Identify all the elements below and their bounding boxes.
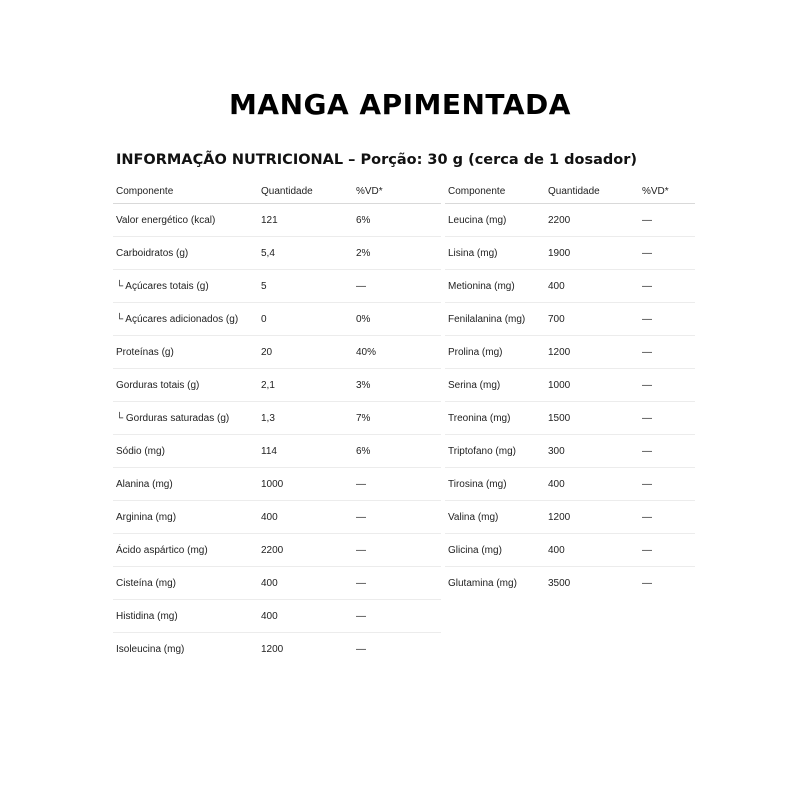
- cell-dv: —: [353, 600, 441, 633]
- cell-dv: —: [639, 303, 695, 336]
- table-row: [113, 633, 441, 666]
- cell-dv: 6%: [353, 204, 441, 237]
- cell-quantity: 1500: [545, 402, 639, 435]
- cell-component: └ Açúcares adicionados (g): [113, 303, 258, 336]
- cell-quantity: 2200: [545, 204, 639, 237]
- cell-component: Proteínas (g): [113, 336, 258, 369]
- cell-quantity: 1200: [545, 336, 639, 369]
- cell-component: Isoleucina (mg): [116, 643, 185, 655]
- cell-quantity: 5: [258, 270, 353, 303]
- cell-component: Triptofano (mg): [445, 435, 545, 468]
- cell-dv: —: [353, 270, 441, 303]
- cell-dv: —: [639, 336, 695, 369]
- cell-dv: 7%: [353, 402, 441, 435]
- table-row: [445, 237, 695, 270]
- table-row: [445, 369, 695, 402]
- cell-quantity: 2,1: [258, 369, 353, 402]
- cell-quantity: 300: [545, 435, 639, 468]
- cell-component: Prolina (mg): [445, 336, 545, 369]
- cell-quantity: 400: [545, 534, 639, 567]
- cell-component: Carboidratos (g): [113, 237, 258, 270]
- cell-component: Histidina (mg): [113, 600, 258, 633]
- table-row: [445, 534, 695, 567]
- cell-dv: 3%: [353, 369, 441, 402]
- cell-quantity: 1000: [545, 369, 639, 402]
- cell-quantity: 700: [545, 303, 639, 336]
- cell-dv: —: [356, 643, 366, 655]
- header-component: Componente: [445, 179, 545, 204]
- nutrition-table-right: [445, 179, 695, 599]
- cell-quantity: 400: [545, 270, 639, 303]
- header-dv: %VD*: [639, 179, 695, 204]
- cell-component: Alanina (mg): [113, 468, 258, 501]
- cell-component: └ Gorduras saturadas (g): [113, 402, 258, 435]
- cell-component: Glicina (mg): [445, 534, 545, 567]
- cell-dv: —: [642, 577, 652, 589]
- cell-quantity: 121: [258, 204, 353, 237]
- cell-dv: —: [353, 501, 441, 534]
- cell-component: Valina (mg): [445, 501, 545, 534]
- header-quantity: Quantidade: [545, 179, 639, 204]
- cell-dv: —: [639, 435, 695, 468]
- cell-quantity: 20: [258, 336, 353, 369]
- cell-component: Tirosina (mg): [445, 468, 545, 501]
- cell-dv: —: [353, 534, 441, 567]
- cell-component: Valor energético (kcal): [113, 204, 258, 237]
- cell-quantity: 400: [258, 567, 353, 600]
- cell-component: Treonina (mg): [445, 402, 545, 435]
- cell-dv: —: [639, 534, 695, 567]
- cell-dv: 0%: [353, 303, 441, 336]
- table-row: [113, 369, 441, 402]
- header-component: Componente: [113, 179, 258, 204]
- table-row: [445, 336, 695, 369]
- table-row: [113, 468, 441, 501]
- cell-quantity: 1,3: [258, 402, 353, 435]
- cell-quantity: 400: [258, 501, 353, 534]
- cell-dv: 6%: [353, 435, 441, 468]
- nutrition-table-left: [113, 179, 441, 665]
- table-row: [113, 336, 441, 369]
- cell-component: Gorduras totais (g): [113, 369, 258, 402]
- cell-quantity: 400: [258, 600, 353, 633]
- cell-dv: 40%: [353, 336, 441, 369]
- cell-quantity: 1900: [545, 237, 639, 270]
- table-row: [113, 237, 441, 270]
- cell-dv: —: [639, 369, 695, 402]
- cell-dv: —: [639, 501, 695, 534]
- cell-component: Sódio (mg): [113, 435, 258, 468]
- table-row: [445, 501, 695, 534]
- cell-quantity: 5,4: [258, 237, 353, 270]
- table-row: [445, 402, 695, 435]
- page-title: MANGA APIMENTADA: [229, 88, 571, 121]
- table-row: [445, 204, 695, 237]
- table-row: [445, 270, 695, 303]
- table-row: [113, 270, 441, 303]
- header-dv: %VD*: [353, 179, 441, 204]
- cell-quantity: 400: [545, 468, 639, 501]
- cell-quantity: 2200: [258, 534, 353, 567]
- table-row: [113, 567, 441, 600]
- cell-component: Arginina (mg): [113, 501, 258, 534]
- cell-component: Serina (mg): [445, 369, 545, 402]
- nutrition-subtitle: INFORMAÇÃO NUTRICIONAL – Porção: 30 g (cerca de 1 dosador): [116, 152, 637, 168]
- cell-dv: —: [639, 204, 695, 237]
- table-row: [113, 501, 441, 534]
- table-row: [113, 435, 441, 468]
- cell-component: Cisteína (mg): [113, 567, 258, 600]
- table-header-row: [445, 179, 695, 204]
- table-row: [113, 402, 441, 435]
- cell-dv: —: [353, 567, 441, 600]
- table-row: [445, 435, 695, 468]
- table-row: [113, 534, 441, 567]
- cell-component: └ Açúcares totais (g): [113, 270, 258, 303]
- cell-dv: —: [353, 468, 441, 501]
- cell-dv: 2%: [353, 237, 441, 270]
- cell-quantity: 0: [258, 303, 353, 336]
- table-row: [113, 204, 441, 237]
- cell-component: Leucina (mg): [445, 204, 545, 237]
- cell-dv: —: [639, 468, 695, 501]
- header-quantity: Quantidade: [258, 179, 353, 204]
- cell-component: Fenilalanina (mg): [445, 303, 545, 336]
- table-row: [445, 468, 695, 501]
- cell-component: Lisina (mg): [445, 237, 545, 270]
- table-row: [445, 303, 695, 336]
- cell-component: Metionina (mg): [445, 270, 545, 303]
- cell-dv: —: [639, 270, 695, 303]
- cell-dv: —: [639, 402, 695, 435]
- table-row: [113, 303, 441, 336]
- cell-dv: —: [639, 237, 695, 270]
- cell-quantity: 114: [258, 435, 353, 468]
- cell-component: Ácido aspártico (mg): [113, 534, 258, 567]
- table-row: [113, 600, 441, 633]
- cell-quantity: 1200: [261, 643, 284, 655]
- cell-quantity: 1200: [545, 501, 639, 534]
- cell-quantity: 1000: [258, 468, 353, 501]
- table-row: [445, 567, 695, 600]
- cell-component: Glutamina (mg): [448, 577, 517, 589]
- table-header-row: [113, 179, 441, 204]
- cell-quantity: 3500: [548, 577, 571, 589]
